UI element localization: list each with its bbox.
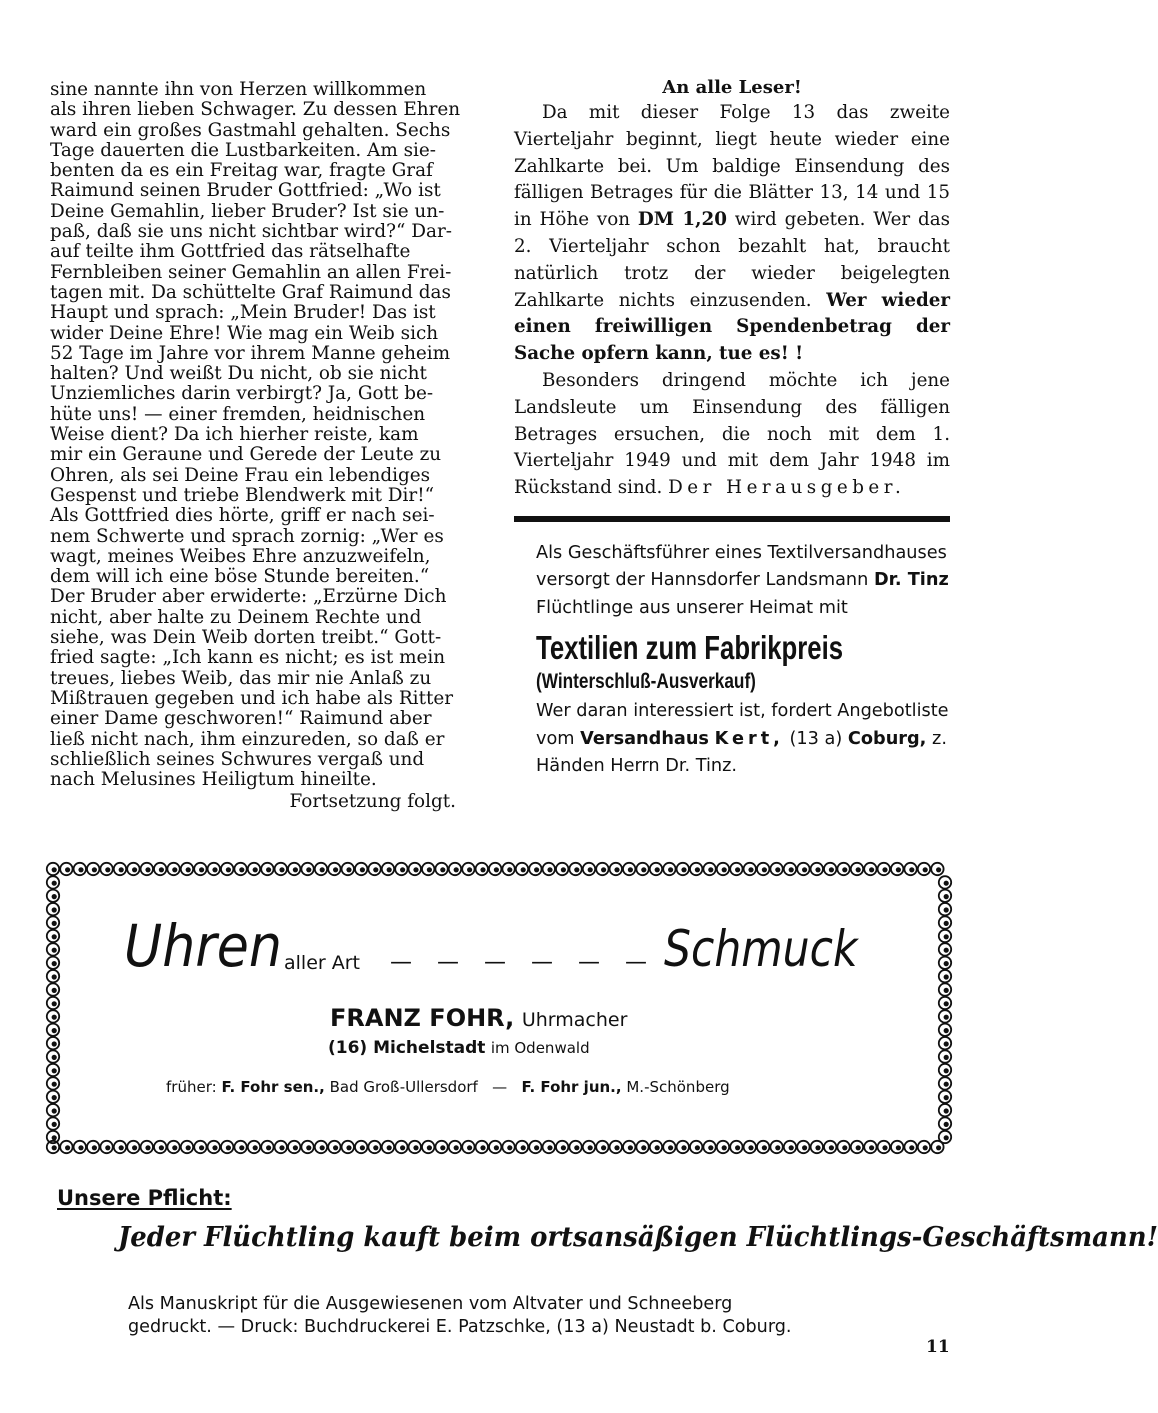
border-bead-dot — [856, 867, 861, 872]
border-bead-dot — [427, 867, 432, 872]
story-line: mir ein Geraune und Gerede der Leute zu — [50, 444, 442, 466]
border-bead-dot — [601, 1145, 606, 1150]
border-bead-dot — [226, 1145, 231, 1150]
border-bead-dot — [119, 867, 124, 872]
border-bead-dot — [944, 1028, 949, 1033]
story-line: Gespenst und triebe Blendwerk mit Dir!“ — [50, 484, 435, 506]
story-line: hüte uns! — einer fremden, heidnischen — [50, 403, 426, 425]
textile-advertisement — [514, 540, 950, 781]
border-bead-dot — [52, 1041, 57, 1046]
duty-label: Unsere Pflicht: — [57, 1186, 232, 1210]
imprint-line-2: gedruckt. — Druck: Buchdruckerei E. Patzschke, (13 a) Neustadt b. Coburg. — [128, 1317, 792, 1337]
border-bead-dot — [132, 1145, 137, 1150]
border-bead-dot — [507, 1145, 512, 1150]
border-bead-dot — [52, 961, 57, 966]
border-bead-dot — [333, 1145, 338, 1150]
border-bead-dot — [253, 1145, 258, 1150]
border-bead-dot — [306, 1145, 311, 1150]
story-line: ließ nicht nach, ihm einzureden, so daß er — [50, 728, 445, 750]
border-bead-dot — [279, 1145, 284, 1150]
border-bead-dot — [789, 867, 794, 872]
border-bead-dot — [521, 867, 526, 872]
border-bead-dot — [239, 1145, 244, 1150]
story-line: Der Bruder aber erwiderte: „Erzürne Dich — [50, 586, 447, 608]
border-bead-dot — [212, 867, 217, 872]
border-bead-dot — [923, 1145, 928, 1150]
border-bead-dot — [762, 867, 767, 872]
notice-paragraph-1: Da mit dieser Folge 13 das zweite Vierteljahr beginnt, liegt heute wieder eine Zahlkarte bei. Um baldige Einsendung des fälligen Betrages für die Blätter 13, 14 und 15 in Höhe von DM 1,20 wird gebeten. Wer das 2. Vierteljahr schon bezahlt hat, braucht natürlich trotz der wieder beigelegten Zahlkarte nichts einzusenden. Wer wieder einen freiwilligen Spendenbetrag der Sache opfern kann, tue es! ! — [514, 102, 950, 365]
border-bead-dot — [293, 867, 298, 872]
notice-amount: DM 1,20 — [637, 209, 727, 231]
border-bead-dot — [748, 1145, 753, 1150]
border-bead-dot — [253, 867, 258, 872]
border-bead-dot — [92, 1145, 97, 1150]
border-bead-dot — [400, 867, 405, 872]
border-bead-dot — [52, 1145, 57, 1150]
border-bead-dot — [896, 1145, 901, 1150]
border-bead-dot — [52, 894, 57, 899]
story-line: fried sagte: „Ich kann es nicht; es ist mein — [50, 647, 446, 669]
border-bead-dot — [944, 1015, 949, 1020]
border-bead-dot — [52, 1122, 57, 1127]
ad-person-name: Dr. Tinz — [873, 570, 949, 591]
border-bead-dot — [802, 1145, 807, 1150]
border-bead-dot — [869, 867, 874, 872]
border-bead-dot — [944, 988, 949, 993]
border-bead-dot — [668, 867, 673, 872]
border-bead-dot — [775, 867, 780, 872]
border-bead-dot — [494, 867, 499, 872]
border-bead-dot — [641, 1145, 646, 1150]
ad-former-line: früher: F. Fohr sen., Bad Groß-Ullersdorf — F. Fohr jun., M.-Schönberg — [166, 1078, 730, 1096]
ad-subheadline: (Winterschluß-Ausverkauf) — [536, 670, 756, 694]
story-line: nem Schwerte und sprach zornig: „Wer es — [50, 525, 444, 547]
border-bead-dot — [944, 1055, 949, 1060]
border-bead-dot — [172, 867, 177, 872]
border-bead-dot — [695, 867, 700, 872]
border-bead-dot — [92, 867, 97, 872]
border-bead-dot — [172, 1145, 177, 1150]
border-bead-dot — [842, 1145, 847, 1150]
ad-intro: Als Geschäftsführer eines Textilversandhauses versorgt der Hannsdorfer Landsmann Dr. Tinz Flüchtlinge aus unserer Heimat mit — [536, 542, 949, 618]
border-bead-dot — [52, 881, 57, 886]
border-bead-dot — [561, 867, 566, 872]
page-number: 11 — [926, 1337, 950, 1357]
ad-dashes: — — — — — — — [390, 950, 656, 975]
border-bead-dot — [722, 867, 727, 872]
story-line: wagt, meines Weibes Ehre anzuzweifeln, — [50, 545, 431, 567]
border-bead-dot — [762, 1145, 767, 1150]
border-bead-dot — [534, 1145, 539, 1150]
border-bead-dot — [480, 1145, 485, 1150]
border-bead-dot — [145, 1145, 150, 1150]
border-bead-dot — [306, 867, 311, 872]
story-line: siehe, was Dein Weib dorten treibt.“ Gott- — [50, 627, 442, 649]
border-bead-dot — [748, 867, 753, 872]
border-bead-dot — [346, 1145, 351, 1150]
border-bead-dot — [52, 948, 57, 953]
border-bead-dot — [681, 1145, 686, 1150]
border-bead-dot — [681, 867, 686, 872]
border-bead-dot — [159, 1145, 164, 1150]
border-bead-dot — [521, 1145, 526, 1150]
story-line: 52 Tage im Jahre vor ihrem Manne geheim — [50, 342, 451, 364]
border-bead-dot — [882, 867, 887, 872]
border-bead-dot — [815, 867, 820, 872]
border-bead-dot — [923, 867, 928, 872]
border-bead-dot — [52, 1082, 57, 1087]
border-bead-dot — [815, 1145, 820, 1150]
duty-slogan: Jeder Flüchtling kauft beim ortsansäßigen Flüchtlings-Geschäftsmann! — [118, 1222, 1158, 1253]
border-bead-dot — [159, 867, 164, 872]
story-line: Fernbleiben seiner Gemahlin an allen Frei- — [50, 261, 452, 283]
story-line: Ohren, als sei Deine Frau ein lebendiges — [50, 464, 431, 486]
border-bead-dot — [641, 867, 646, 872]
story-line: nicht, aber halte zu Deinem Rechte und — [50, 606, 422, 628]
border-bead-dot — [909, 1145, 914, 1150]
border-bead-dot — [944, 1095, 949, 1100]
notice-signature: Der Herausgeber. — [668, 477, 906, 499]
border-bead-dot — [212, 1145, 217, 1150]
border-bead-dot — [440, 1145, 445, 1150]
border-bead-dot — [132, 867, 137, 872]
story-line: ward ein großes Gastmahl gehalten. Sechs — [50, 119, 451, 141]
border-bead-dot — [320, 1145, 325, 1150]
border-bead-dot — [601, 867, 606, 872]
border-bead-dot — [574, 867, 579, 872]
border-bead-dot — [266, 867, 271, 872]
border-bead-dot — [655, 1145, 660, 1150]
border-bead-dot — [78, 1145, 83, 1150]
notice-donation-appeal: Wer wieder einen freiwilligen Spendenbetrag der Sache opfern kann, tue es! ! — [514, 289, 950, 365]
border-bead-dot — [52, 934, 57, 939]
border-bead-dot — [882, 1145, 887, 1150]
border-bead-dot — [52, 1108, 57, 1113]
ad-body: Wer daran interessiert ist, fordert Angebotliste vom Versandhaus Kert, (13 a) Coburg, z. Händen Herrn Dr. Tinz. — [536, 701, 949, 777]
print-imprint — [128, 1293, 878, 1339]
border-bead-dot — [52, 1028, 57, 1033]
border-bead-dot — [52, 1135, 57, 1140]
ad-word-uhren: Uhren — [124, 912, 282, 980]
continuation-note: Fortsetzung folgt. — [289, 791, 456, 813]
border-bead-dot — [614, 1145, 619, 1150]
border-bead-dot — [944, 1108, 949, 1113]
border-bead-dot — [440, 867, 445, 872]
border-bead-dot — [293, 1145, 298, 1150]
border-bead-dot — [387, 1145, 392, 1150]
border-bead-dot — [668, 1145, 673, 1150]
border-bead-dot — [588, 867, 593, 872]
border-bead-dot — [52, 921, 57, 926]
border-bead-dot — [936, 867, 941, 872]
border-bead-dot — [944, 881, 949, 886]
border-bead-dot — [279, 867, 284, 872]
ad-address-line — [328, 1038, 590, 1058]
story-line: Unziemliches darin verbirgt? Ja, Gott be- — [50, 383, 434, 405]
ad-word-schmuck: Schmuck — [664, 920, 858, 978]
border-bead-dot — [909, 867, 914, 872]
border-bead-dot — [735, 867, 740, 872]
border-bead-dot — [52, 1068, 57, 1073]
border-bead-dot — [239, 867, 244, 872]
ad-address-region: im Odenwald — [490, 1039, 590, 1057]
border-bead-dot — [346, 867, 351, 872]
border-bead-dot — [708, 1145, 713, 1150]
story-line: einer Dame geschworen!“ Raimund aber — [50, 708, 432, 730]
border-bead-dot — [944, 1135, 949, 1140]
story-line: halten? Und weißt Du nicht, ob sie nicht — [50, 363, 427, 385]
story-column — [50, 80, 486, 813]
story-line: schließlich seines Schwures vergaß und — [50, 748, 425, 770]
border-bead-dot — [944, 907, 949, 912]
border-bead-dot — [52, 1095, 57, 1100]
border-bead-dot — [65, 1145, 70, 1150]
border-bead-dot — [829, 867, 834, 872]
border-bead-dot — [722, 1145, 727, 1150]
border-bead-dot — [574, 1145, 579, 1150]
story-line: dem will ich eine böse Stunde bereiten.“ — [50, 566, 430, 588]
border-bead-dot — [507, 867, 512, 872]
border-bead-dot — [944, 1122, 949, 1127]
story-line: Haupt und sprach: „Mein Bruder! Das ist — [50, 302, 436, 324]
story-line: Als Gottfried dies hörte, griff er nach sei- — [50, 505, 435, 527]
border-bead-dot — [400, 1145, 405, 1150]
border-bead-dot — [588, 1145, 593, 1150]
border-bead-dot — [802, 867, 807, 872]
border-bead-dot — [52, 867, 57, 872]
watchmaker-advertisement — [44, 860, 954, 1156]
border-bead-dot — [105, 1145, 110, 1150]
border-bead-dot — [454, 867, 459, 872]
border-bead-dot — [373, 1145, 378, 1150]
border-bead-dot — [427, 1145, 432, 1150]
ad-shop-trade: Uhrmacher — [521, 1009, 628, 1031]
ad-shop-name: FRANZ FOHR, — [330, 1004, 515, 1032]
border-bead-dot — [65, 867, 70, 872]
border-bead-dot — [467, 867, 472, 872]
story-line: nach Melusines Heiligtum hineilte. — [50, 769, 377, 791]
border-bead-dot — [145, 867, 150, 872]
border-bead-dot — [413, 1145, 418, 1150]
border-bead-dot — [186, 1145, 191, 1150]
border-bead-dot — [936, 1145, 941, 1150]
ad-word-aller-art: aller Art — [284, 952, 360, 974]
border-bead-dot — [789, 1145, 794, 1150]
border-bead-dot — [547, 867, 552, 872]
border-bead-dot — [869, 1145, 874, 1150]
border-bead-dot — [373, 867, 378, 872]
border-bead-dot — [856, 1145, 861, 1150]
border-bead-dot — [199, 867, 204, 872]
story-line: Tage dauerten die Lustbarkeiten. Am sie- — [50, 139, 437, 161]
border-bead-dot — [829, 1145, 834, 1150]
border-bead-dot — [944, 894, 949, 899]
border-bead-dot — [52, 907, 57, 912]
section-divider — [514, 516, 950, 522]
border-bead-dot — [534, 867, 539, 872]
border-bead-dot — [708, 867, 713, 872]
border-bead-dot — [494, 1145, 499, 1150]
border-bead-dot — [360, 1145, 365, 1150]
border-bead-dot — [944, 921, 949, 926]
border-bead-dot — [480, 867, 485, 872]
border-bead-dot — [896, 867, 901, 872]
story-line: sine nannte ihn von Herzen willkommen — [50, 79, 427, 100]
story-line: Deine Gemahlin, lieber Bruder? Ist sie un- — [50, 200, 445, 222]
border-bead-dot — [52, 988, 57, 993]
story-line: Raimund seinen Bruder Gottfried: „Wo ist — [50, 180, 441, 202]
border-bead-dot — [944, 1068, 949, 1073]
border-bead-dot — [266, 1145, 271, 1150]
border-bead-dot — [547, 1145, 552, 1150]
border-bead-dot — [119, 1145, 124, 1150]
border-bead-dot — [52, 974, 57, 979]
border-bead-dot — [333, 867, 338, 872]
ad-address-city: (16) Michelstadt — [328, 1038, 486, 1058]
border-bead-dot — [52, 1055, 57, 1060]
story-line: wider Deine Ehre! Wie mag ein Weib sich — [50, 322, 439, 344]
story-line: auf teilte ihm Gottfried das rätselhafte — [50, 241, 411, 263]
story-line: treues, liebes Weib, das mir nie Anlaß zu — [50, 667, 432, 689]
ad-shop-name-line — [330, 1004, 627, 1032]
border-bead-dot — [413, 867, 418, 872]
border-bead-dot — [360, 867, 365, 872]
border-bead-dot — [842, 867, 847, 872]
border-bead-dot — [944, 948, 949, 953]
border-bead-dot — [944, 934, 949, 939]
border-bead-dot — [561, 1145, 566, 1150]
border-bead-dot — [628, 867, 633, 872]
border-bead-dot — [226, 867, 231, 872]
border-bead-dot — [614, 867, 619, 872]
border-bead-dot — [467, 1145, 472, 1150]
border-bead-dot — [320, 867, 325, 872]
right-column — [514, 76, 950, 781]
border-bead-dot — [944, 974, 949, 979]
border-bead-dot — [944, 1001, 949, 1006]
border-bead-dot — [655, 867, 660, 872]
border-bead-dot — [186, 867, 191, 872]
border-bead-dot — [695, 1145, 700, 1150]
border-bead-dot — [52, 1001, 57, 1006]
border-bead-dot — [105, 867, 110, 872]
story-line: paß, daß sie uns nicht sichtbar wird?“ Dar- — [50, 221, 452, 243]
border-bead-dot — [454, 1145, 459, 1150]
imprint-line-1: Als Manuskript für die Ausgewiesenen vom Altvater und Schneeberg — [128, 1294, 733, 1314]
border-bead-dot — [52, 1015, 57, 1020]
border-bead-dot — [944, 1041, 949, 1046]
border-bead-dot — [944, 961, 949, 966]
ad-headline: Textilien zum Fabrikpreis — [536, 629, 844, 667]
story-line: benten da es ein Freitag war, fragte Graf — [50, 160, 433, 182]
story-line: als ihren lieben Schwager. Zu dessen Ehren — [50, 99, 461, 121]
notice-paragraph-2: Besonders dringend möchte ich jene Landsleute um Einsendung des fälligen Betrages ersuchen, die noch mit dem 1. Vierteljahr 1949 und mit dem Jahr 1948 im Rückstand sind. Der Herausgeber. — [514, 369, 950, 499]
border-bead-dot — [735, 1145, 740, 1150]
border-bead-dot — [199, 1145, 204, 1150]
story-line: tagen mit. Da schüttelte Graf Raimund das — [50, 281, 451, 303]
reader-notice — [514, 76, 950, 502]
story-line: Weise dient? Da ich hierher reiste, kam — [50, 424, 419, 446]
border-bead-dot — [78, 867, 83, 872]
story-line: Mißtrauen gegeben und ich habe als Ritter — [50, 687, 454, 709]
border-bead-dot — [387, 867, 392, 872]
story-text — [50, 80, 486, 790]
ad-company-name: Kert, — [714, 728, 784, 749]
border-bead-dot — [628, 1145, 633, 1150]
border-bead-dot — [775, 1145, 780, 1150]
notice-title: An alle Leser! — [662, 77, 802, 98]
border-bead-dot — [944, 1082, 949, 1087]
